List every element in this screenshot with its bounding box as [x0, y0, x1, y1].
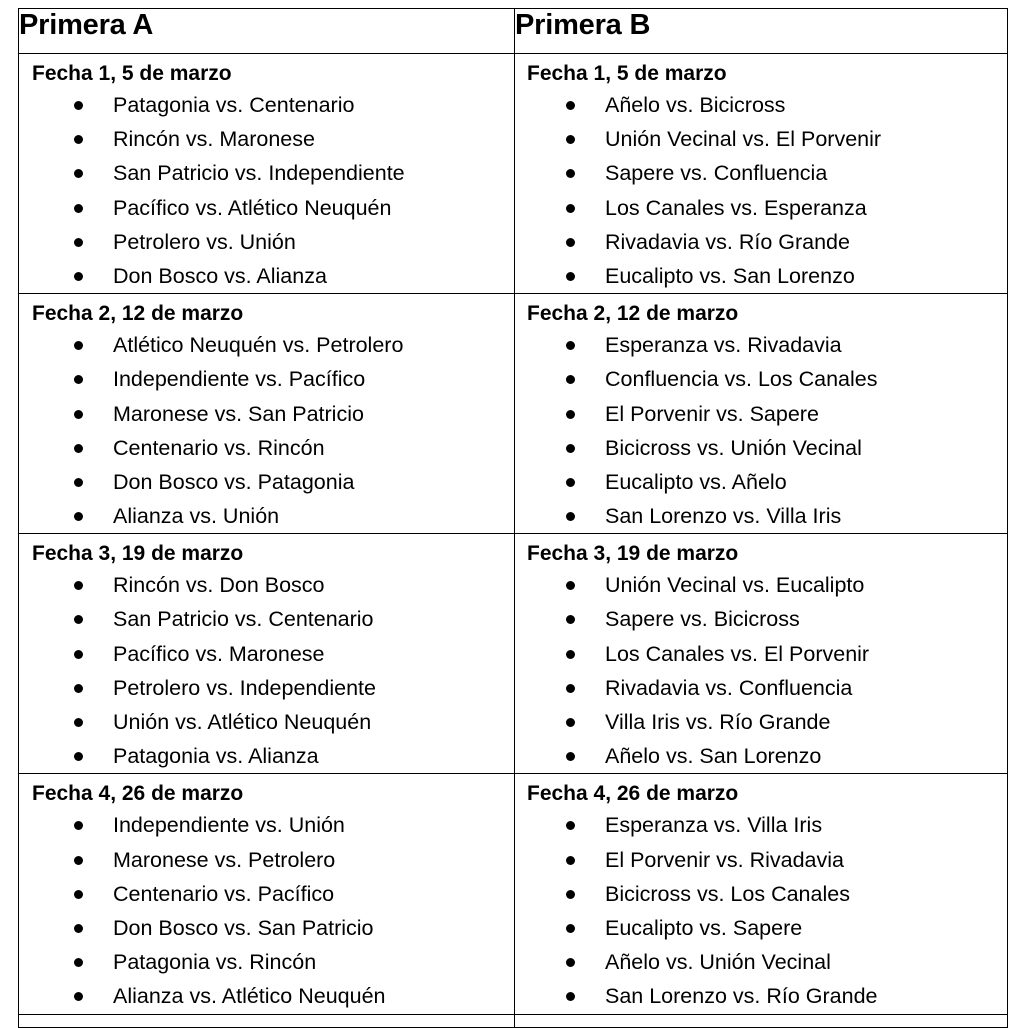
match-item [19, 499, 514, 533]
match-label: Villa Iris vs. Río Grande [605, 710, 831, 734]
match-item [19, 362, 514, 396]
match-label: Don Bosco vs. Patagonia [113, 469, 355, 494]
match-label: Los Canales vs. El Porvenir [605, 641, 870, 666]
match-item [19, 739, 514, 773]
match-item [19, 191, 514, 225]
match-label: El Porvenir vs. Rivadavia [605, 847, 844, 872]
match-item [19, 979, 514, 1013]
match-label: Añelo vs. Bicicross [605, 93, 786, 117]
match-label: San Lorenzo vs. Río Grande [605, 984, 878, 1009]
match-label: Centenario vs. Pacífico [113, 881, 335, 906]
match-item [515, 877, 1007, 911]
bullet-icon [566, 924, 575, 933]
match-label: Bicicross vs. Los Canales [605, 881, 850, 906]
match-label: Patagonia vs. Rincón [113, 950, 317, 975]
bullet-icon [566, 238, 575, 247]
match-item [19, 88, 514, 122]
fixture-document [18, 8, 1007, 1028]
match-label: Alianza vs. Unión [113, 504, 280, 529]
match-list [19, 808, 514, 1013]
match-label: Los Canales vs. Esperanza [605, 195, 867, 220]
match-label: Eucalipto vs. Añelo [605, 469, 787, 494]
bullet-icon [74, 992, 83, 1001]
bullet-icon [566, 615, 575, 624]
match-item [19, 705, 514, 739]
match-label: Eucalipto vs. San Lorenzo [605, 263, 855, 288]
match-label: Rivadavia vs. Confluencia [605, 675, 853, 700]
match-item [515, 431, 1007, 465]
match-item [19, 843, 514, 877]
match-label: Esperanza vs. Villa Iris [605, 813, 823, 838]
match-label: Esperanza vs. Rivadavia [605, 333, 842, 358]
match-item [515, 225, 1007, 259]
match-item [19, 911, 514, 945]
round-cell-primera-b [515, 534, 1008, 774]
match-label: Confluencia vs. Los Canales [605, 367, 878, 392]
match-label: Atlético Neuquén vs. Petrolero [113, 333, 404, 358]
bullet-icon [566, 752, 575, 761]
match-item [19, 671, 514, 705]
match-item [515, 259, 1007, 293]
match-list [19, 328, 514, 533]
bullet-icon [74, 650, 83, 659]
match-item [515, 979, 1007, 1013]
fixture-table [18, 8, 1008, 1028]
match-label: Eucalipto vs. Sapere [605, 915, 803, 940]
round-row [19, 774, 1008, 1014]
round-title: Fecha 3, 19 de marzo [527, 542, 739, 566]
bullet-icon [566, 169, 575, 178]
match-label: Unión Vecinal vs. El Porvenir [605, 127, 882, 152]
bullet-icon [74, 375, 83, 384]
match-item [19, 122, 514, 156]
match-label: Petrolero vs. Independiente [113, 675, 376, 700]
match-item [19, 602, 514, 636]
bullet-icon [566, 684, 575, 693]
bullet-icon [74, 615, 83, 624]
match-label: Centenario vs. Rincón [113, 435, 325, 460]
match-label: Añelo vs. Unión Vecinal [605, 950, 831, 975]
match-item [19, 568, 514, 602]
match-item [19, 465, 514, 499]
round-cell-primera-a [19, 294, 515, 534]
match-item [19, 945, 514, 979]
bullet-icon [566, 135, 575, 144]
bullet-icon [74, 272, 83, 281]
match-item [515, 671, 1007, 705]
match-label: Don Bosco vs. Alianza [113, 263, 327, 288]
bullet-icon [74, 238, 83, 247]
match-label: Bicicross vs. Unión Vecinal [605, 435, 862, 460]
match-label: Sapere vs. Confluencia [605, 161, 828, 186]
match-label: Maronese vs. San Patricio [113, 401, 364, 426]
bullet-icon [566, 581, 575, 590]
bullet-icon [566, 718, 575, 727]
match-label: Maronese vs. Petrolero [113, 847, 336, 872]
match-label: San Lorenzo vs. Villa Iris [605, 504, 842, 529]
match-label: Patagonia vs. Alianza [113, 744, 319, 769]
bullet-icon [74, 169, 83, 178]
match-label: Rincón vs. Maronese [113, 127, 315, 152]
bullet-icon [566, 856, 575, 865]
match-item [515, 739, 1007, 773]
bullet-icon [566, 410, 575, 419]
match-label: San Patricio vs. Centenario [113, 607, 374, 632]
match-item [515, 945, 1007, 979]
round-cell-primera-b [515, 294, 1008, 534]
match-item [515, 843, 1007, 877]
bullet-icon [566, 890, 575, 899]
bullet-icon [74, 135, 83, 144]
bullet-icon [566, 650, 575, 659]
match-label: Rincón vs. Don Bosco [113, 573, 325, 598]
rounds-body [19, 54, 1008, 1028]
match-label: Unión Vecinal vs. Eucalipto [605, 573, 865, 598]
match-label: Sapere vs. Bicicross [605, 607, 800, 632]
bullet-icon [74, 341, 83, 350]
bullet-icon [566, 204, 575, 213]
round-title: Fecha 2, 12 de marzo [32, 302, 244, 326]
division-header-primera-b: Primera B [515, 9, 1008, 54]
match-list [515, 808, 1007, 1013]
bullet-icon [566, 821, 575, 830]
match-label: Alianza vs. Atlético Neuquén [113, 984, 386, 1009]
round-cell-primera-a [19, 534, 515, 774]
bullet-icon [74, 890, 83, 899]
round-cell-primera-b [515, 54, 1008, 294]
match-label: Petrolero vs. Unión [113, 229, 296, 254]
match-label: Independiente vs. Pacífico [113, 367, 366, 392]
match-item [19, 877, 514, 911]
match-item [515, 808, 1007, 842]
division-header-primera-a: Primera A [19, 9, 515, 54]
round-row [19, 54, 1008, 294]
round-title: Fecha 3, 19 de marzo [32, 542, 244, 566]
match-list [515, 328, 1007, 533]
match-item [515, 191, 1007, 225]
match-item [515, 328, 1007, 362]
bullet-icon [566, 512, 575, 521]
division-header-row [19, 9, 1008, 54]
match-item [515, 362, 1007, 396]
round-row [19, 534, 1008, 774]
bullet-icon [74, 856, 83, 865]
bullet-icon [74, 684, 83, 693]
bullet-icon [74, 958, 83, 967]
match-item [19, 225, 514, 259]
bullet-icon [566, 958, 575, 967]
match-item [19, 637, 514, 671]
match-item [515, 499, 1007, 533]
bullet-icon [566, 478, 575, 487]
match-label: Rivadavia vs. Río Grande [605, 229, 850, 254]
round-cell-primera-b [515, 774, 1008, 1014]
round-title: Fecha 4, 26 de marzo [32, 782, 244, 806]
match-label: El Porvenir vs. Sapere [605, 401, 819, 426]
match-item [515, 397, 1007, 431]
bullet-icon [74, 444, 83, 453]
match-label: Independiente vs. Unión [113, 813, 345, 838]
match-label: San Patricio vs. Independiente [113, 161, 405, 186]
round-title: Fecha 2, 12 de marzo [527, 302, 739, 326]
match-item [515, 705, 1007, 739]
match-item [19, 259, 514, 293]
match-list [515, 88, 1007, 293]
bullet-icon [566, 992, 575, 1001]
match-list [515, 568, 1007, 773]
match-item [19, 808, 514, 842]
bullet-icon [74, 718, 83, 727]
match-item [515, 465, 1007, 499]
bullet-icon [566, 101, 575, 110]
bullet-icon [566, 272, 575, 281]
match-label: Unión vs. Atlético Neuquén [113, 710, 372, 734]
continuation-cell [515, 1014, 1008, 1027]
bullet-icon [74, 924, 83, 933]
match-label: Pacífico vs. Atlético Neuquén [113, 195, 392, 220]
match-item [19, 431, 514, 465]
bullet-icon [74, 821, 83, 830]
bullet-icon [74, 512, 83, 521]
match-label: Patagonia vs. Centenario [113, 93, 355, 117]
bullet-icon [74, 410, 83, 419]
bullet-icon [566, 375, 575, 384]
match-item [19, 156, 514, 190]
match-item [515, 88, 1007, 122]
round-row [19, 294, 1008, 534]
round-cell-primera-a [19, 54, 515, 294]
match-item [515, 156, 1007, 190]
match-item [19, 397, 514, 431]
match-label: Pacífico vs. Maronese [113, 641, 325, 666]
match-item [515, 602, 1007, 636]
match-label: Añelo vs. San Lorenzo [605, 744, 822, 769]
match-item [515, 568, 1007, 602]
bullet-icon [74, 581, 83, 590]
bullet-icon [566, 341, 575, 350]
bullet-icon [566, 444, 575, 453]
continuation-row [19, 1014, 1008, 1027]
round-title: Fecha 4, 26 de marzo [527, 782, 739, 806]
match-list [19, 568, 514, 773]
match-label: Don Bosco vs. San Patricio [113, 915, 374, 940]
match-item [515, 122, 1007, 156]
bullet-icon [74, 752, 83, 761]
bullet-icon [74, 101, 83, 110]
match-item [19, 328, 514, 362]
round-title: Fecha 1, 5 de marzo [32, 62, 232, 85]
match-list [19, 88, 514, 293]
round-cell-primera-a [19, 774, 515, 1014]
match-item [515, 637, 1007, 671]
match-item [515, 911, 1007, 945]
round-title: Fecha 1, 5 de marzo [527, 62, 727, 85]
bullet-icon [74, 478, 83, 487]
continuation-cell [19, 1014, 515, 1027]
bullet-icon [74, 204, 83, 213]
